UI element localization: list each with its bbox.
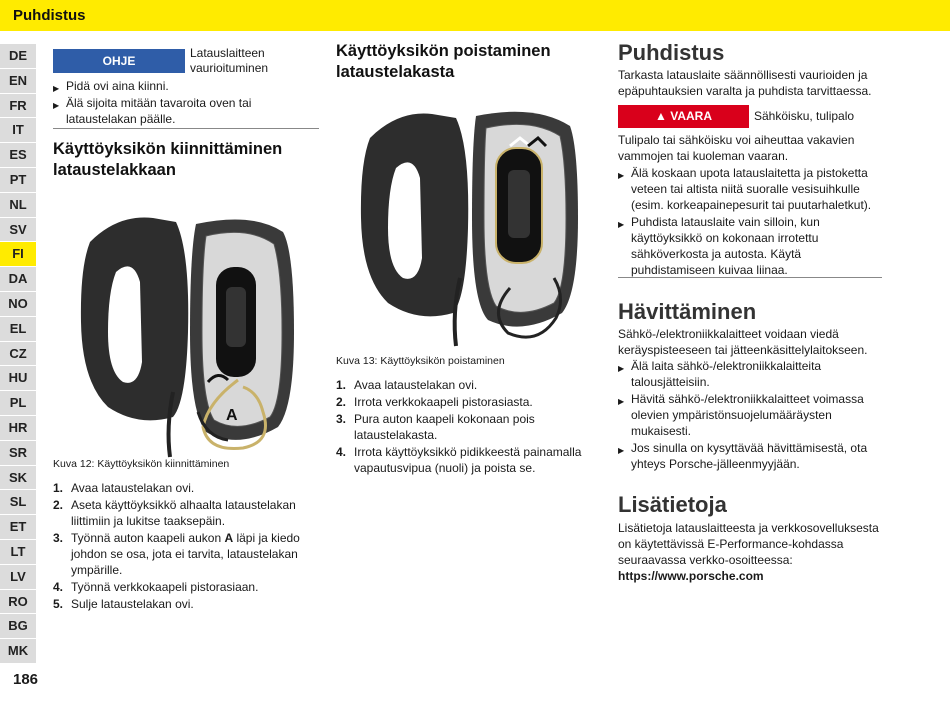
list-item: ▶ Hävitä sähkö-/elektroniikkalaitteet voimassa olevien ympäristönsuojelumääräysten mukaisesti. [618,391,882,439]
list-item [53,579,319,595]
lisatietoja-body: Lisätietoja latauslaitteesta ja verkkosovelluksesta on käytettävissä E-Performance-kohdassa seuraavassa verkko-osoitteessa: [618,521,879,567]
language-tab-no[interactable]: NO [0,292,36,317]
note-badge: OHJE [53,49,185,73]
header-title: Puhdistus [13,7,86,24]
step-text: Irrota verkkokaapeli pistorasiasta. [354,395,533,409]
warning-title: Sähköisku, tulipalo [754,109,855,123]
step-text: Työnnä verkkokaapeli pistorasiaan. [71,580,259,594]
page-number: 186 [13,671,39,688]
warning-badge-label: VAARA [670,109,712,123]
figure-caption-13: Kuva 13: Käyttöyksikön poistaminen [336,355,505,367]
language-tab-cz[interactable]: CZ [0,342,36,367]
lisatietoja-text [618,520,882,584]
note-list [53,78,319,128]
step-number: 4. [53,580,64,594]
step-number: 1. [53,481,64,495]
section-title-remove: Käyttöyksikön poistaminen lataustelakasta [336,42,551,81]
language-tab-pl[interactable]: PL [0,391,36,416]
step-text: Irrota käyttöyksikkö pidikkeestä painamalla vapautusvipua (nuoli) ja poista se. [354,445,582,475]
step-text: Avaa lataustelakan ovi. [71,481,195,495]
section-title-puhdistus: Puhdistus [618,40,725,65]
language-tab-lv[interactable]: LV [0,565,36,590]
havittaminen-intro: Sähkö-/elektroniikkalaitteet voidaan viedä keräyspisteeseen tai jätteenkäsittelylaitokseen. [618,327,868,357]
step-text: Pura auton kaapeli kokonaan pois lataustelakasta. [354,412,535,442]
step-text: Avaa lataustelakan ovi. [354,378,478,392]
step-number: 2. [53,498,64,512]
puhdistus-list [618,165,882,279]
note-title: Latauslaitteen vaurioituminen [190,46,269,75]
list-item: ▶ Jos sinulla on kysyttävää hävittämisestä, ota yhteys Porsche-jälleenmyyjään. [618,440,882,472]
figure-mount-unit [78,212,300,460]
remove-steps [336,377,604,477]
list-item [336,411,604,443]
step-number: 2. [336,395,347,409]
warning-badge [618,105,749,128]
step-text: Työnnä auton kaapeli aukon [71,531,225,545]
language-tab-ro[interactable]: RO [0,590,36,615]
figure-caption-12: Kuva 12: Käyttöyksikön kiinnittäminen [53,458,230,470]
language-tab-it[interactable]: IT [0,118,36,143]
porsche-link[interactable]: https://www.porsche.com [618,569,764,583]
list-item: ▶ Älä sijoita mitään tavaroita oven tai lataustelakan päälle. [53,95,319,127]
warning-icon: ▲ [654,109,667,123]
section-title-mount: Käyttöyksikön kiinnittäminen lataustelakkaan [53,140,283,179]
divider [53,128,319,129]
section-title-lisatietoja: Lisätietoja [618,492,727,517]
list-item [336,444,604,476]
step-number: 3. [53,531,64,545]
divider [618,277,882,278]
step-text-bold: A [224,531,234,545]
step-number: 5. [53,597,64,611]
puhdistus-intro: Tarkasta latauslaite säännöllisesti vaurioiden ja epäpuhtauksien varalta ja puhdista tarvittaessa. [618,68,872,98]
list-item [53,497,319,529]
warning-box [618,105,882,129]
language-tab-mk[interactable]: MK [0,639,36,664]
list-item: ▶ Älä laita sähkö-/elektroniikkalaitteita talousjätteisiin. [618,358,882,390]
step-number: 4. [336,445,347,459]
language-tab-hu[interactable]: HU [0,366,36,391]
step-text: Sulje lataustelakan ovi. [71,597,194,611]
list-item: ▶ Älä koskaan upota latauslaitetta ja pistoketta veteen tai altista niitä suoralle vesisuihkulle (esim. korkeapainepesurit tai puutarhaletkut). [618,165,882,213]
language-tab-sk[interactable]: SK [0,466,36,491]
step-number: 1. [336,378,347,392]
figure-marker-a: A [226,407,238,424]
language-tab-sl[interactable]: SL [0,490,36,515]
language-tab-fi[interactable]: FI [0,242,36,267]
list-item [53,530,319,578]
language-tab-sr[interactable]: SR [0,441,36,466]
language-tab-sv[interactable]: SV [0,218,36,243]
list-item [336,394,604,410]
page-header [0,0,950,31]
language-tab-nl[interactable]: NL [0,193,36,218]
section-title-havittaminen: Hävittäminen [618,299,757,324]
mount-steps [53,480,319,613]
language-tab-hr[interactable]: HR [0,416,36,441]
step-text: läpi ja kiedo johdon se osa, jota ei tarvita, lataustelakan ympärille. [71,531,300,577]
step-number: 3. [336,412,347,426]
havittaminen-list [618,358,882,473]
language-tab-es[interactable]: ES [0,143,36,168]
language-tab-bg[interactable]: BG [0,614,36,639]
language-tab-lt[interactable]: LT [0,540,36,565]
list-item [53,480,319,496]
warning-text: Tulipalo tai sähköisku voi aiheuttaa vakavien vammojen tai kuoleman vaaran. [618,133,855,163]
list-item: ▶ Puhdista latauslaite vain silloin, kun käyttöyksikkö on kokonaan irrotettu sähköverkosta ja autosta. Käytä puhdistamiseen kuivaa liinaa. [618,214,882,278]
language-tab-et[interactable]: ET [0,515,36,540]
language-tab-en[interactable]: EN [0,69,36,94]
language-tab-pt[interactable]: PT [0,168,36,193]
language-sidebar [0,44,36,664]
step-text: Aseta käyttöyksikkö alhaalta lataustelakan liittimiin ja lukitse taaksepäin. [71,498,296,528]
language-tab-de[interactable]: DE [0,44,36,69]
list-item: ▶ Pidä ovi aina kiinni. [53,78,319,94]
figure-remove-unit [360,108,582,348]
language-tab-fr[interactable]: FR [0,94,36,119]
language-tab-da[interactable]: DA [0,267,36,292]
list-item [336,377,604,393]
language-tab-el[interactable]: EL [0,317,36,342]
list-item [53,596,319,612]
